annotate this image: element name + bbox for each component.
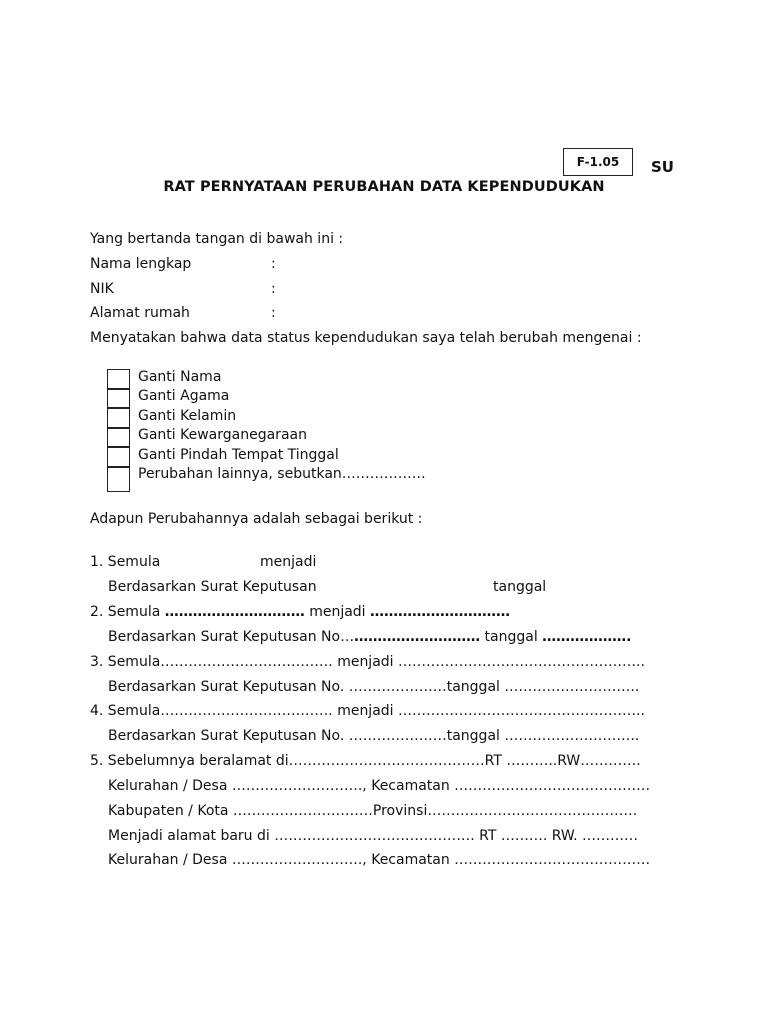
document-title: RAT PERNYATAAN PERUBAHAN DATA KEPENDUDUKAN — [163, 179, 605, 195]
change-5-line-4: Menjadi alamat baru di ……………………………………. RT ………. RW. ………… — [108, 828, 639, 844]
change-1-semula: 1. Semula — [90, 554, 161, 570]
change-1-sk: Berdasarkan Surat Keputusan — [108, 579, 317, 595]
field-separator: : — [271, 281, 276, 297]
change-2-dots: ………………………… — [164, 604, 305, 620]
option-label: Ganti Pindah Tempat Tinggal — [138, 447, 339, 463]
change-2-semula: 2. Semula — [90, 604, 161, 620]
change-2-line-2 — [108, 629, 632, 645]
field-separator: : — [271, 256, 276, 272]
checkbox-ganti-kewarganegaraan[interactable] — [107, 428, 130, 448]
change-5-line-3: Kabupaten / Kota …………………………Provinsi……………………………………… — [108, 803, 638, 819]
option-label: Ganti Agama — [138, 388, 230, 404]
form-code-box: F-1.05 — [563, 148, 633, 176]
change-2-sk: Berdasarkan Surat Keputusan No… — [108, 629, 355, 645]
field-label: NIK — [90, 281, 114, 297]
checkbox-ganti-nama[interactable] — [107, 369, 130, 389]
change-4-line-1: 4. Semula………………………………. menjadi …………………………………………….. — [90, 703, 645, 719]
field-separator: : — [271, 305, 276, 321]
checkbox-ganti-pindah[interactable] — [107, 447, 130, 467]
field-nama-lengkap[interactable] — [90, 256, 290, 272]
field-alamat-rumah[interactable] — [90, 305, 290, 321]
checkbox-perubahan-lainnya[interactable] — [107, 467, 130, 492]
change-2-tanggal: tanggal — [484, 629, 538, 645]
title-prefix: SU — [651, 158, 674, 176]
change-3-line-1: 3. Semula………………………………. menjadi …………………………………………….. — [90, 654, 645, 670]
change-1-menjadi: menjadi — [260, 554, 317, 570]
field-label: Alamat rumah — [90, 305, 190, 321]
option-label: Ganti Nama — [138, 369, 222, 385]
change-3-line-2: Berdasarkan Surat Keputusan No. …………………tanggal ……………………….. — [108, 679, 640, 695]
statement-text: Menyatakan bahwa data status kependudukan saya telah berubah mengenai : — [90, 330, 642, 346]
change-5-line-2: Kelurahan / Desa ………………………., Kecamatan …………………………………… — [108, 778, 651, 794]
change-2-dots: ……………………… — [354, 629, 481, 645]
change-5-line-5: Kelurahan / Desa ………………………., Kecamatan …………………………………… — [108, 852, 651, 868]
field-label: Nama lengkap — [90, 256, 192, 272]
checkbox-ganti-kelamin[interactable] — [107, 408, 130, 428]
field-nik[interactable] — [90, 281, 290, 297]
option-label: Perubahan lainnya, sebutkan……………… — [138, 466, 426, 482]
change-2-menjadi: menjadi — [309, 604, 366, 620]
checkbox-ganti-agama[interactable] — [107, 389, 130, 409]
option-label: Ganti Kelamin — [138, 408, 237, 424]
changes-heading: Adapun Perubahannya adalah sebagai berikut : — [90, 511, 423, 527]
change-5-line-1: 5. Sebelumnya beralamat di……………………………………RT ………..RW…………. — [90, 753, 641, 769]
change-1-tanggal: tanggal — [493, 579, 547, 595]
change-2-line-1 — [90, 604, 510, 620]
opening-text: Yang bertanda tangan di bawah ini : — [90, 231, 344, 247]
change-2-dots: ………………………… — [370, 604, 511, 620]
change-2-dots: ………………. — [542, 629, 632, 645]
option-label: Ganti Kewarganegaraan — [138, 427, 307, 443]
change-4-line-2: Berdasarkan Surat Keputusan No. …………………tanggal ……………………….. — [108, 728, 640, 744]
